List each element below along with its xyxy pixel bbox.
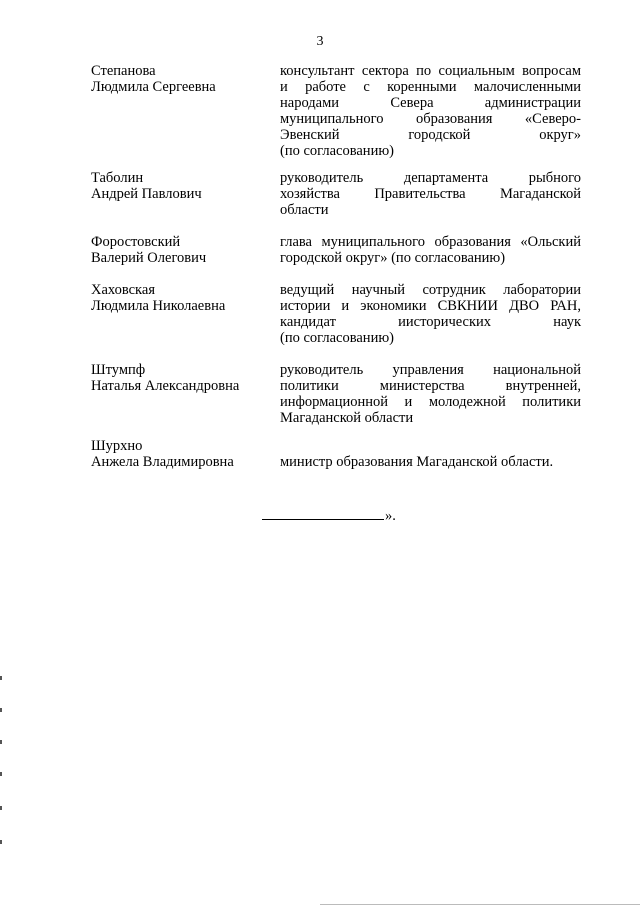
member-given-names: Анжела Владимировна (91, 454, 234, 470)
scan-artifact (0, 708, 2, 712)
member-role (280, 362, 581, 426)
member-given-names: Андрей Павлович (91, 186, 202, 202)
role-line: ведущий научный сотрудник лаборатории (280, 282, 581, 298)
role-line: хозяйства Правительства Магаданской (280, 186, 581, 202)
member-name (91, 282, 271, 314)
member-surname: Форостовский (91, 234, 181, 250)
member-given-names: Людмила Николаевна (91, 298, 226, 314)
role-line: политики министерства внутренней, (280, 378, 581, 394)
scan-artifact (0, 740, 2, 744)
scan-artifact (0, 772, 2, 776)
member-name (91, 234, 271, 266)
member-role (280, 63, 581, 159)
member-surname: Хаховская (91, 282, 155, 298)
member-given-names: Наталья Александровна (91, 378, 240, 394)
scan-artifact (0, 676, 2, 680)
role-line: консультант сектора по социальным вопросам (280, 63, 581, 79)
member-role (280, 234, 581, 266)
member-name (91, 362, 271, 394)
role-line: министр образования Магаданской области. (280, 454, 554, 470)
role-line: истории и экономики СВКНИИ ДВО РАН, (280, 298, 581, 314)
role-line: городской округ» (по согласованию) (280, 250, 506, 266)
member-name (91, 438, 271, 470)
member-given-names: Людмила Сергеевна (91, 79, 216, 95)
role-line: руководитель управления национальной (280, 362, 581, 378)
role-line: Эвенский городской округ» (280, 127, 581, 143)
role-line: руководитель департамента рыбного (280, 170, 581, 186)
closing-mark (262, 508, 396, 524)
scan-artifact (0, 840, 2, 844)
member-role (280, 454, 581, 470)
member-name (91, 63, 271, 95)
role-line: Магаданской области (280, 410, 414, 426)
role-line: (по согласованию) (280, 143, 394, 159)
role-line: информационной и молодежной политики (280, 394, 581, 410)
role-line: (по согласованию) (280, 330, 394, 346)
member-role (280, 170, 581, 218)
signature-underline (262, 519, 384, 520)
role-line: глава муниципального образования «Ольский (280, 234, 581, 250)
scan-artifact (0, 806, 2, 810)
closing-quote: ». (385, 508, 396, 524)
role-line: и работе с коренными малочисленными (280, 79, 581, 95)
role-line: кандидат иисторических наук (280, 314, 581, 330)
role-line: области (280, 202, 329, 218)
member-surname: Штумпф (91, 362, 146, 378)
page-number: 3 (316, 34, 324, 49)
member-surname: Степанова (91, 63, 156, 79)
member-surname: Шурхно (91, 438, 143, 454)
role-line: народами Севера администрации (280, 95, 581, 111)
role-line: муниципального образования «Северо- (280, 111, 581, 127)
member-given-names: Валерий Олегович (91, 250, 207, 266)
member-surname: Таболин (91, 170, 144, 186)
member-name (91, 170, 271, 202)
member-role (280, 282, 581, 346)
